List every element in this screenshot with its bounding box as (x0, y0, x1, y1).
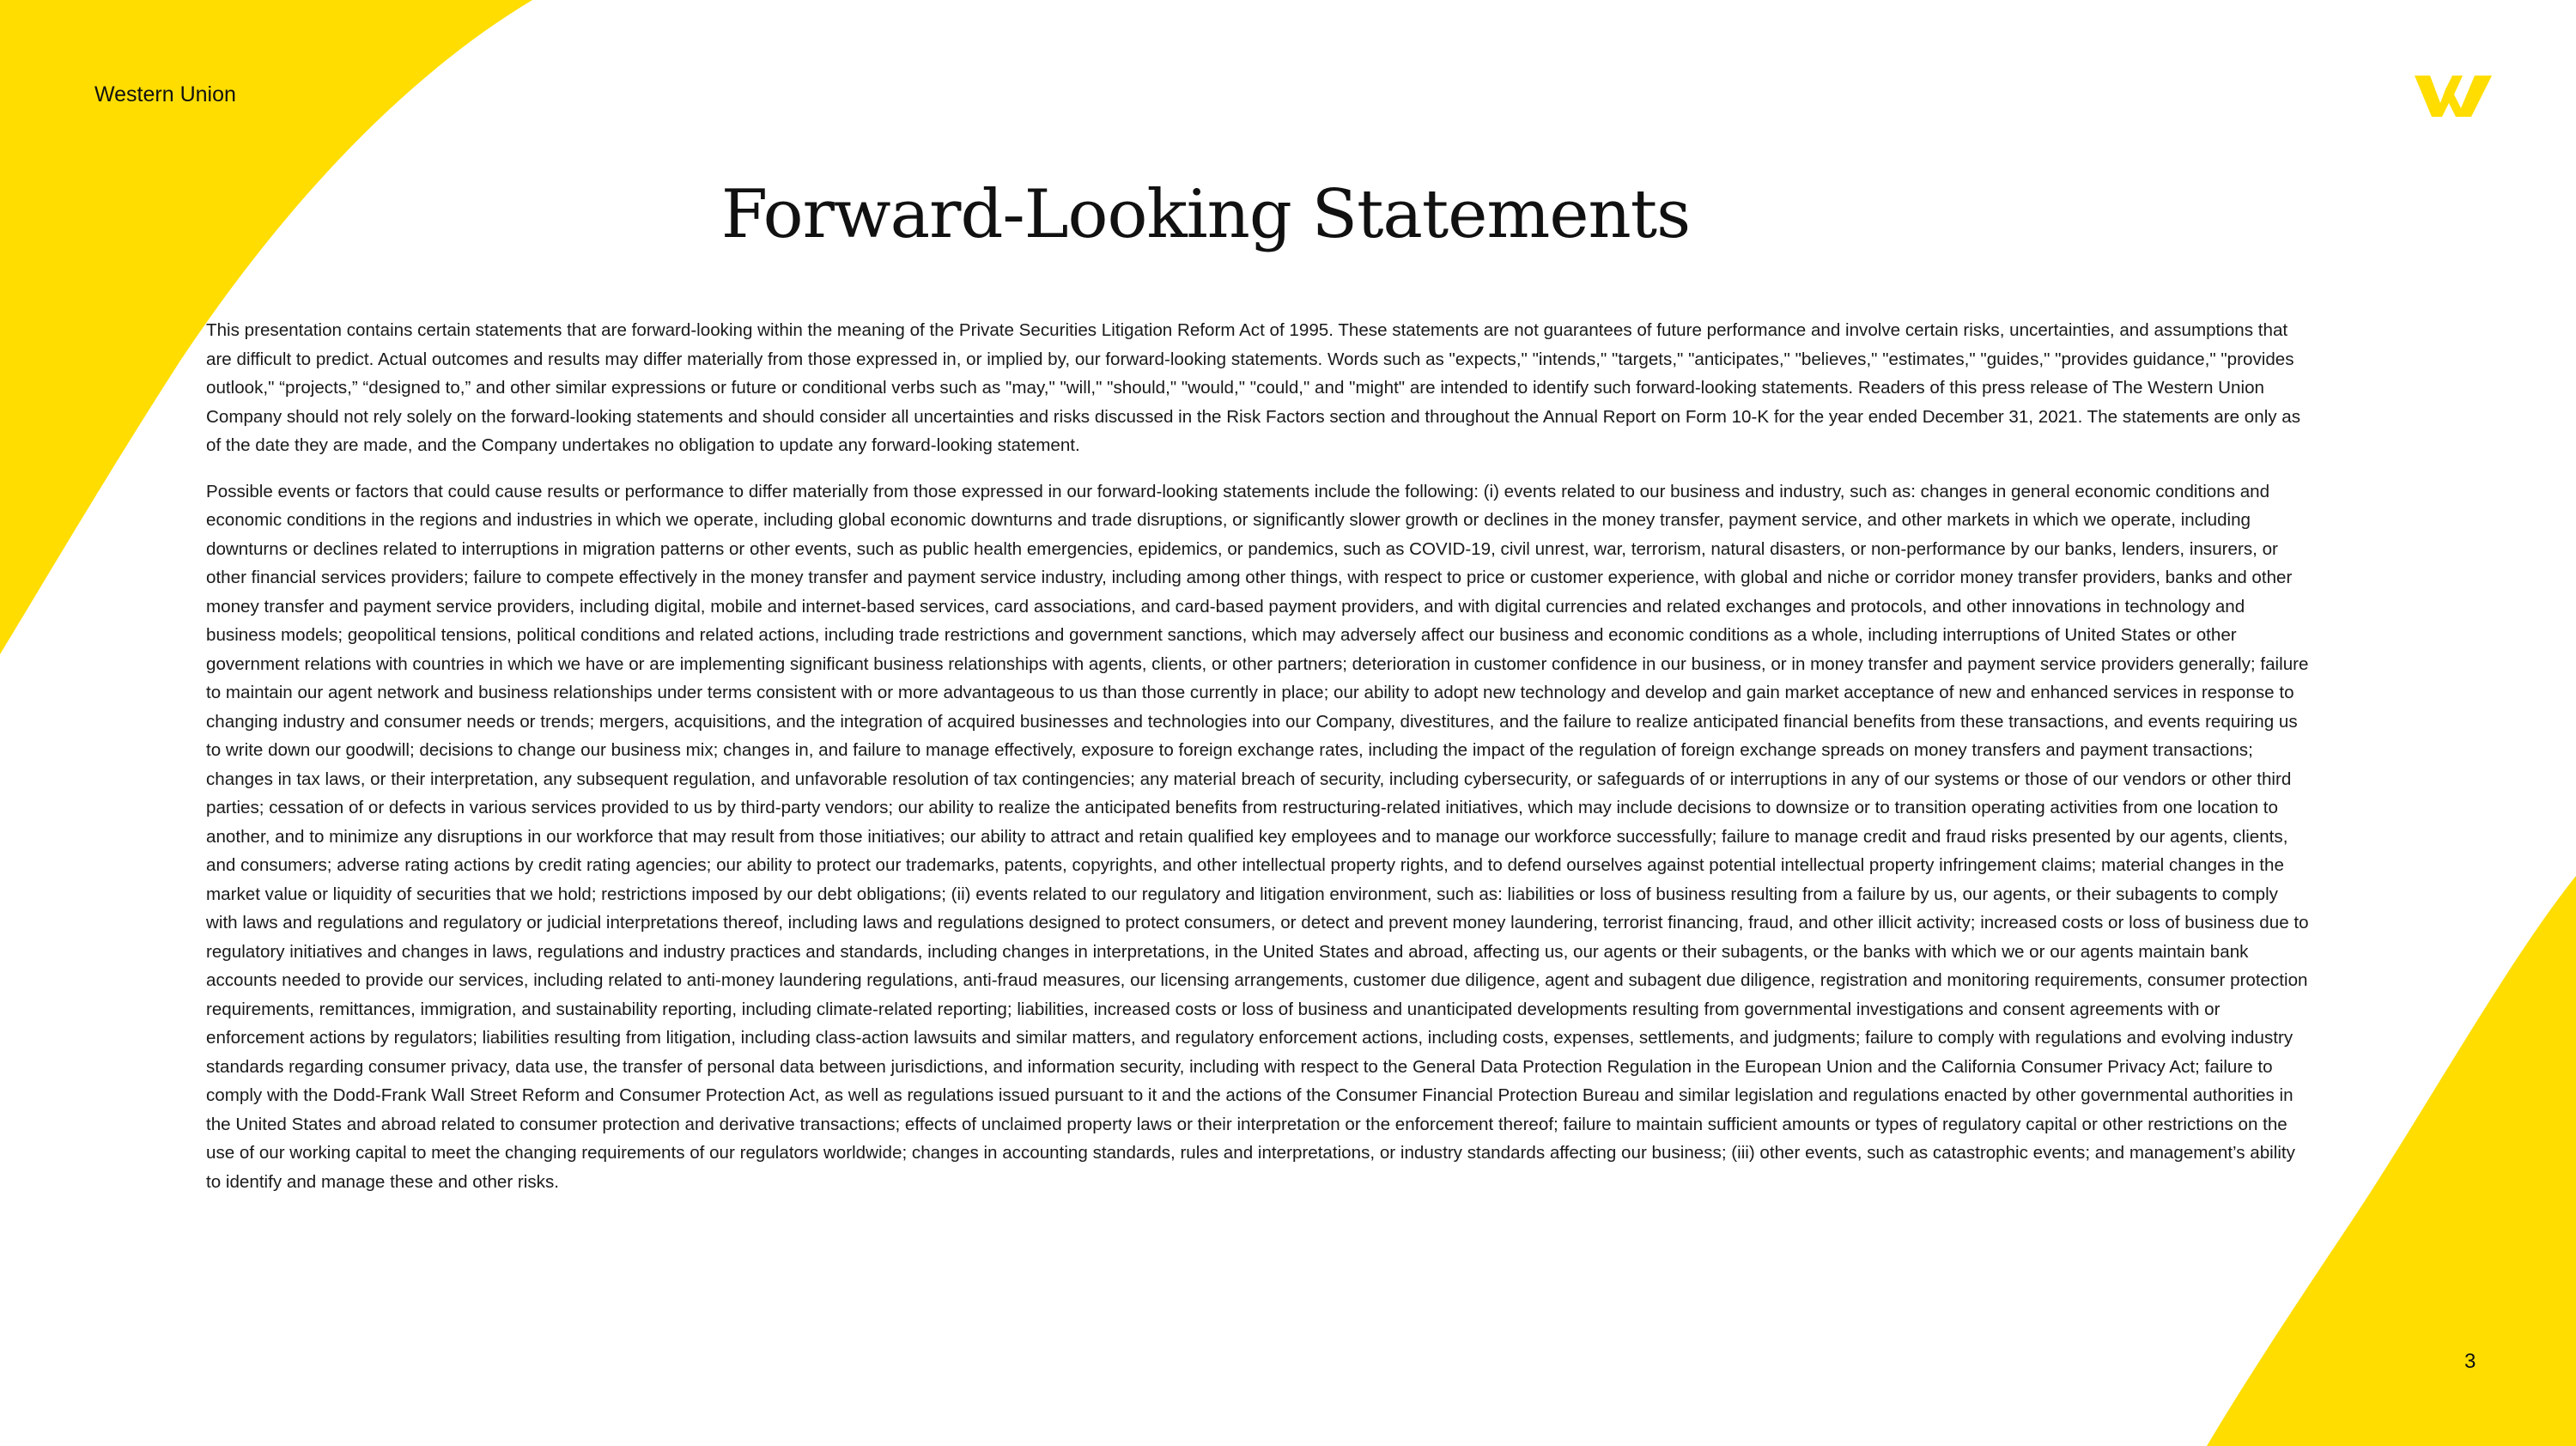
western-union-w-icon (2415, 72, 2492, 120)
body-text (206, 316, 2310, 1213)
brand-name: Western Union (94, 82, 236, 106)
page-number: 3 (2464, 1350, 2476, 1373)
paragraph-risk-factors: Possible events or factors that could cause results or performance to differ materially from those expressed in our forward-looking statements include the following: (i) events related to our business and industry, such as: changes in general economic conditions and economic conditions in the regions and industries in which we operate, including global economic downturns and trade disruptions, or significantly slower growth or declines in the money transfer, payment service, and other markets in which we operate, including downturns or declines related to interruptions in migration patterns or other events, such as public health emergencies, epidemics, or pandemics, such as COVID-19, civil unrest, war, terrorism, natural disasters, or non-performance by our banks, lenders, insurers, or other financial services providers; failure to compete effectively in the money transfer and payment service industry, including among other things, with respect to price or customer experience, with global and niche or corridor money transfer providers, banks and other money transfer and payment service providers, including digital, mobile and internet-based services, card associations, and card-based payment providers, and with digital currencies and related exchanges and protocols, and other innovations in technology and business models; geopolitical tensions, political conditions and related actions, including trade restrictions and government sanctions, which may adversely affect our business and economic conditions as a whole, including interruptions of United States or other government relations with countries in which we have or are implementing significant business relationships with agents, clients, or other partners; deterioration in customer confidence in our business, or in money transfer and payment service providers generally; failure to maintain our agent network and business relationships under terms consistent with or more advantageous to us than those currently in place; our ability to adopt new technology and develop and gain market acceptance of new and enhanced services in response to changing industry and consumer needs or trends; mergers, acquisitions, and the integration of acquired businesses and technologies into our Company, divestitures, and the failure to realize anticipated financial benefits from these transactions, and events requiring us to write down our goodwill; decisions to change our business mix; changes in, and failure to manage effectively, exposure to foreign exchange rates, including the impact of the regulation of foreign exchange spreads on money transfers and payment transactions; changes in tax laws, or their interpretation, any subsequent regulation, and unfavorable resolution of tax contingencies; any material breach of security, including cybersecurity, or safeguards of or interruptions in any of our systems or those of our vendors or other third parties; cessation of or defects in various services provided to us by third-party vendors; our ability to realize the anticipated benefits from restructuring-related initiatives, which may include decisions to downsize or to transition operating activities from one location to another, and to minimize any disruptions in our workforce that may result from those initiatives; our ability to attract and retain qualified key employees and to manage our workforce successfully; failure to manage credit and fraud risks presented by our agents, clients, and consumers; adverse rating actions by credit rating agencies; our ability to protect our trademarks, patents, copyrights, and other intellectual property rights, and to defend ourselves against potential intellectual property infringement claims; material changes in the market value or liquidity of securities that we hold; restrictions imposed by our debt obligations; (ii) events related to our regulatory and litigation environment, such as: liabilities or loss of business resulting from a failure by us, our agents, or their subagents to comply with laws and regulations and regulatory or judicial interpretations thereof, including laws and regulations designed to protect consumers, or detect and prevent money laundering, terrorist financing, fraud, and other illicit activity; increased costs or loss of business due to regulatory initiatives and changes in laws, regulations and industry practices and standards, including changes in interpretations, in the United States and abroad, affecting us, our agents or their subagents, or the banks with which we or our agents maintain bank accounts needed to provide our services, including related to anti-money laundering regulations, anti-fraud measures, our licensing arrangements, customer due diligence, agent and subagent due diligence, registration and monitoring requirements, consumer protection requirements, remittances, immigration, and sustainability reporting, including climate-related reporting; liabilities, increased costs or loss of business and unanticipated developments resulting from governmental investigations and consent agreements with or enforcement actions by regulators; liabilities resulting from litigation, including class-action lawsuits and similar matters, and regulatory enforcement actions, including costs, expenses, settlements, and judgments; failure to comply with regulations and evolving industry standards regarding consumer privacy, data use, the transfer of personal data between jurisdictions, and information security, including with respect to the General Data Protection Regulation in the European Union and the California Consumer Privacy Act; failure to comply with the Dodd-Frank Wall Street Reform and Consumer Protection Act, as well as regulations issued pursuant to it and the actions of the Consumer Financial Protection Bureau and similar legislation and regulations enacted by other governmental authorities in the United States and abroad related to consumer protection and derivative transactions; effects of unclaimed property laws or their interpretation or the enforcement thereof; failure to maintain sufficient amounts or types of regulatory capital or other restrictions on the use of our working capital to meet the changing requirements of our regulators worldwide; changes in accounting standards, rules and interpretations, or industry standards affecting our business; (iii) other events, such as catastrophic events; and management’s ability to identify and manage these and other risks. (206, 481, 2309, 1192)
page-title: Forward-Looking Statements (720, 176, 1691, 253)
paragraph-disclaimer: This presentation contains certain statements that are forward-looking within the meaning of the Private Securities Litigation Reform Act of 1995. These statements are not guarantees of future performance and involve certain risks, uncertainties, and assumptions that are difficult to predict. Actual outcomes and results may differ materially from those expressed in, or implied by, our forward-looking statements. Words such as "expects," "intends," "targets," "anticipates," "believes," "estimates," "guides," "provides guidance," "provides outlook," “projects,” “designed to,” and other similar expressions or future or conditional verbs such as "may," "will," "should," "would," "could," and "might" are intended to identify such forward-looking statements. Readers of this press release of The Western Union Company should not rely solely on the forward-looking statements and should consider all uncertainties and risks discussed in the Risk Factors section and throughout the Annual Report on Form 10-K for the year ended December 31, 2021. The statements are only as of the date they are made, and the Company undertakes no obligation to update any forward-looking statement. (206, 320, 2301, 455)
